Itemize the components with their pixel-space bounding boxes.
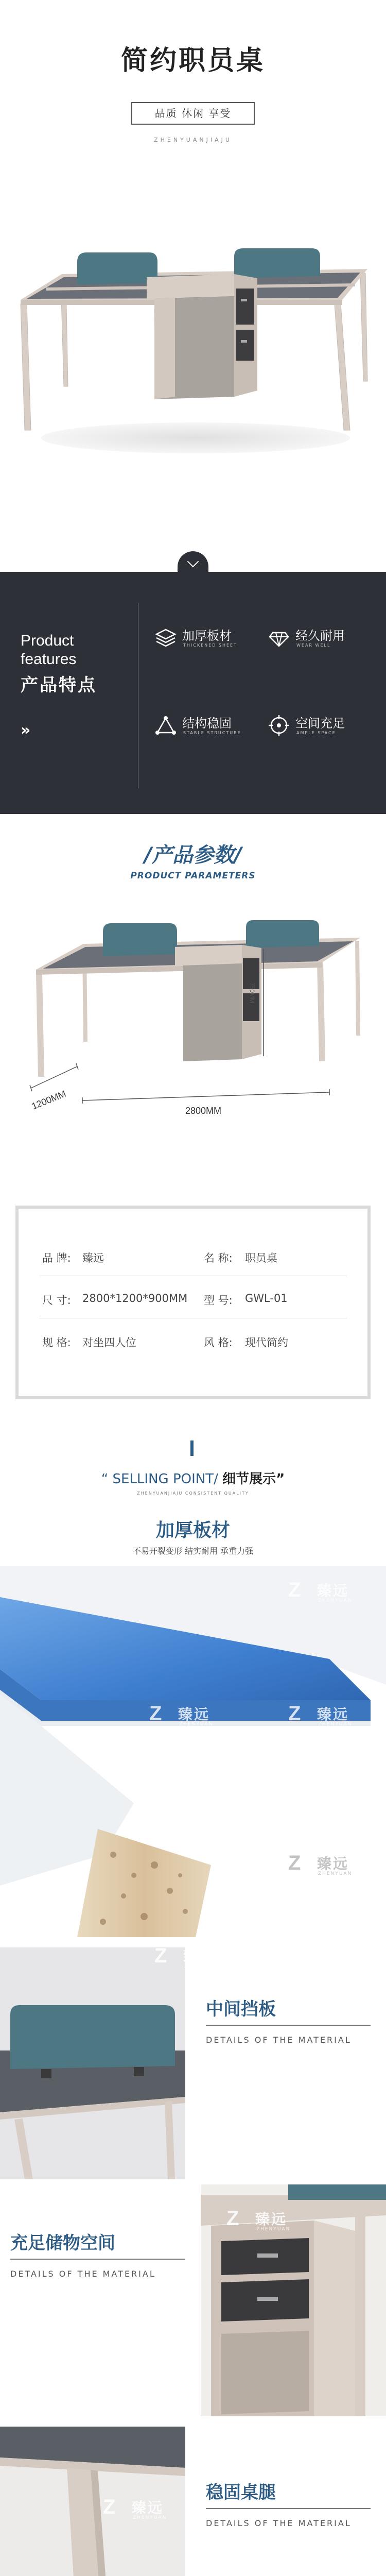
- section-down-tab: [178, 551, 208, 572]
- brand-watermark: [154, 1942, 247, 1973]
- thick-board-subtitle: 不易开裂变形 结实耐用 承重力强: [132, 1546, 254, 1556]
- detail-divider: [10, 2259, 185, 2260]
- brand-logo-icon: Z: [288, 1702, 301, 1725]
- double-chevron-icon: »: [21, 721, 31, 739]
- features-en-line1: Product: [21, 632, 74, 649]
- feature-wear-well: [268, 625, 371, 656]
- spec-key: 规 格:: [42, 1336, 71, 1349]
- features-cn-title: 产品特点: [21, 675, 97, 696]
- params-title: /产品参数/: [144, 843, 242, 867]
- board-cross-section-image: [0, 1566, 386, 1937]
- spec-value: 臻远: [82, 1252, 104, 1264]
- watermark-en: ZHENYUAN: [256, 2227, 291, 2232]
- watermark-en: ZHENYUAN: [179, 1722, 214, 1727]
- detail-title: 充足储物空间: [10, 2233, 115, 2253]
- watermark-en: ZHENYUAN: [318, 1871, 353, 1876]
- feature-title: 空间充足: [295, 716, 345, 731]
- page-title: 简约职员桌: [120, 45, 265, 76]
- feature-thickened-sheet: [154, 625, 257, 656]
- space-icon: [268, 714, 290, 737]
- feature-sub: STABLE STRUCTURE: [183, 731, 241, 735]
- detail-title: 稳固桌腿: [206, 2482, 276, 2503]
- selling-point-title-cn: 细节展示”: [222, 1471, 285, 1487]
- brand-pinyin: ZHENYUANJIAJU: [154, 137, 232, 143]
- spec-value: GWL-01: [245, 1292, 288, 1304]
- watermark-cn: 臻远: [183, 1948, 216, 1965]
- spec-key: 风 格:: [204, 1336, 233, 1349]
- spec-key: 型 号:: [204, 1294, 233, 1307]
- watermark-cn: 臻远: [317, 1855, 349, 1872]
- brand-logo-icon: Z: [103, 2496, 116, 2518]
- detail-subtitle: DETAILS OF THE MATERIAL: [10, 2269, 156, 2279]
- watermark-cn: 臻远: [317, 1706, 349, 1723]
- features-en-line2: features: [21, 651, 77, 668]
- params-subtitle: PRODUCT PARAMETERS: [130, 871, 256, 881]
- feature-title: 加厚板材: [182, 629, 232, 643]
- feature-title: 经久耐用: [295, 629, 345, 643]
- spec-value: 对坐四人位: [82, 1336, 136, 1349]
- watermark-en: ZHENYUAN: [184, 1964, 219, 1969]
- feature-ample-space: [268, 713, 371, 744]
- spec-key: 名 称:: [204, 1252, 233, 1264]
- selling-point-marker: [190, 1440, 194, 1456]
- middle-panel-photo: [0, 1947, 185, 2179]
- dimension-desk-image: [0, 907, 386, 1139]
- brand-logo-icon: Z: [288, 1852, 301, 1874]
- triangle-structure-icon: [154, 714, 177, 737]
- feature-sub: AMPLE SPACE: [296, 731, 336, 735]
- brand-watermark: [288, 1850, 381, 1880]
- watermark-cn: 臻远: [255, 2211, 288, 2228]
- watermark-cn: 臻远: [132, 2499, 164, 2516]
- detail-subtitle: DETAILS OF THE MATERIAL: [206, 2035, 352, 2045]
- selling-point-title-en: “ SELLING POINT/: [101, 1471, 218, 1487]
- spec-value: 职员桌: [245, 1252, 277, 1264]
- spec-table: [15, 1206, 371, 1399]
- brand-watermark: [226, 2205, 319, 2236]
- width-dimension-label: 2800MM: [185, 1106, 222, 1116]
- watermark-cn: 臻远: [317, 1582, 349, 1599]
- brand-watermark: [149, 1700, 242, 1731]
- brand-watermark: [288, 1700, 381, 1731]
- tagline-box: 品质 休闲 享受: [131, 102, 255, 125]
- brand-logo-icon: Z: [149, 1702, 162, 1725]
- watermark-cn: 臻远: [178, 1706, 210, 1723]
- detail-divider: [206, 2025, 371, 2026]
- thick-board-title: 加厚板材: [155, 1520, 230, 1541]
- detail-divider: [206, 2508, 371, 2509]
- brand-logo-icon: Z: [226, 2207, 239, 2230]
- features-en-title: [21, 632, 76, 669]
- brand-logo-icon: Z: [288, 1579, 301, 1601]
- diamond-icon: [268, 626, 290, 649]
- selling-point-subtitle: ZHENYUANJIAJU CONSISTENT QUALITY: [137, 1491, 249, 1496]
- watermark-en: ZHENYUAN: [133, 2515, 167, 2520]
- selling-point-title: [0, 1468, 386, 1487]
- watermark-en: ZHENYUAN: [318, 1722, 353, 1727]
- detail-title: 中间挡板: [206, 1999, 276, 2020]
- brand-watermark: [288, 1577, 381, 1607]
- depth-dimension-label: 1200MM: [30, 1088, 68, 1112]
- spec-key: 尺 寸:: [42, 1294, 71, 1307]
- layers-icon: [154, 626, 177, 649]
- hero-desk-image: [0, 227, 386, 443]
- spec-value: 现代简约: [245, 1336, 288, 1349]
- brand-watermark: [103, 2494, 196, 2524]
- feature-sub: THICKENED SHEET: [183, 643, 237, 648]
- detail-subtitle: DETAILS OF THE MATERIAL: [206, 2518, 352, 2528]
- feature-sub: WEAR WELL: [296, 643, 331, 648]
- feature-stable-structure: [154, 713, 257, 744]
- brand-logo-icon: Z: [154, 1944, 167, 1967]
- spec-key: 品 牌:: [42, 1252, 71, 1264]
- spec-value: 2800*1200*900MM: [82, 1292, 188, 1304]
- height-dimension-label: 750MM: [249, 982, 256, 1004]
- feature-title: 结构稳固: [182, 716, 232, 731]
- watermark-en: ZHENYUAN: [318, 1598, 353, 1603]
